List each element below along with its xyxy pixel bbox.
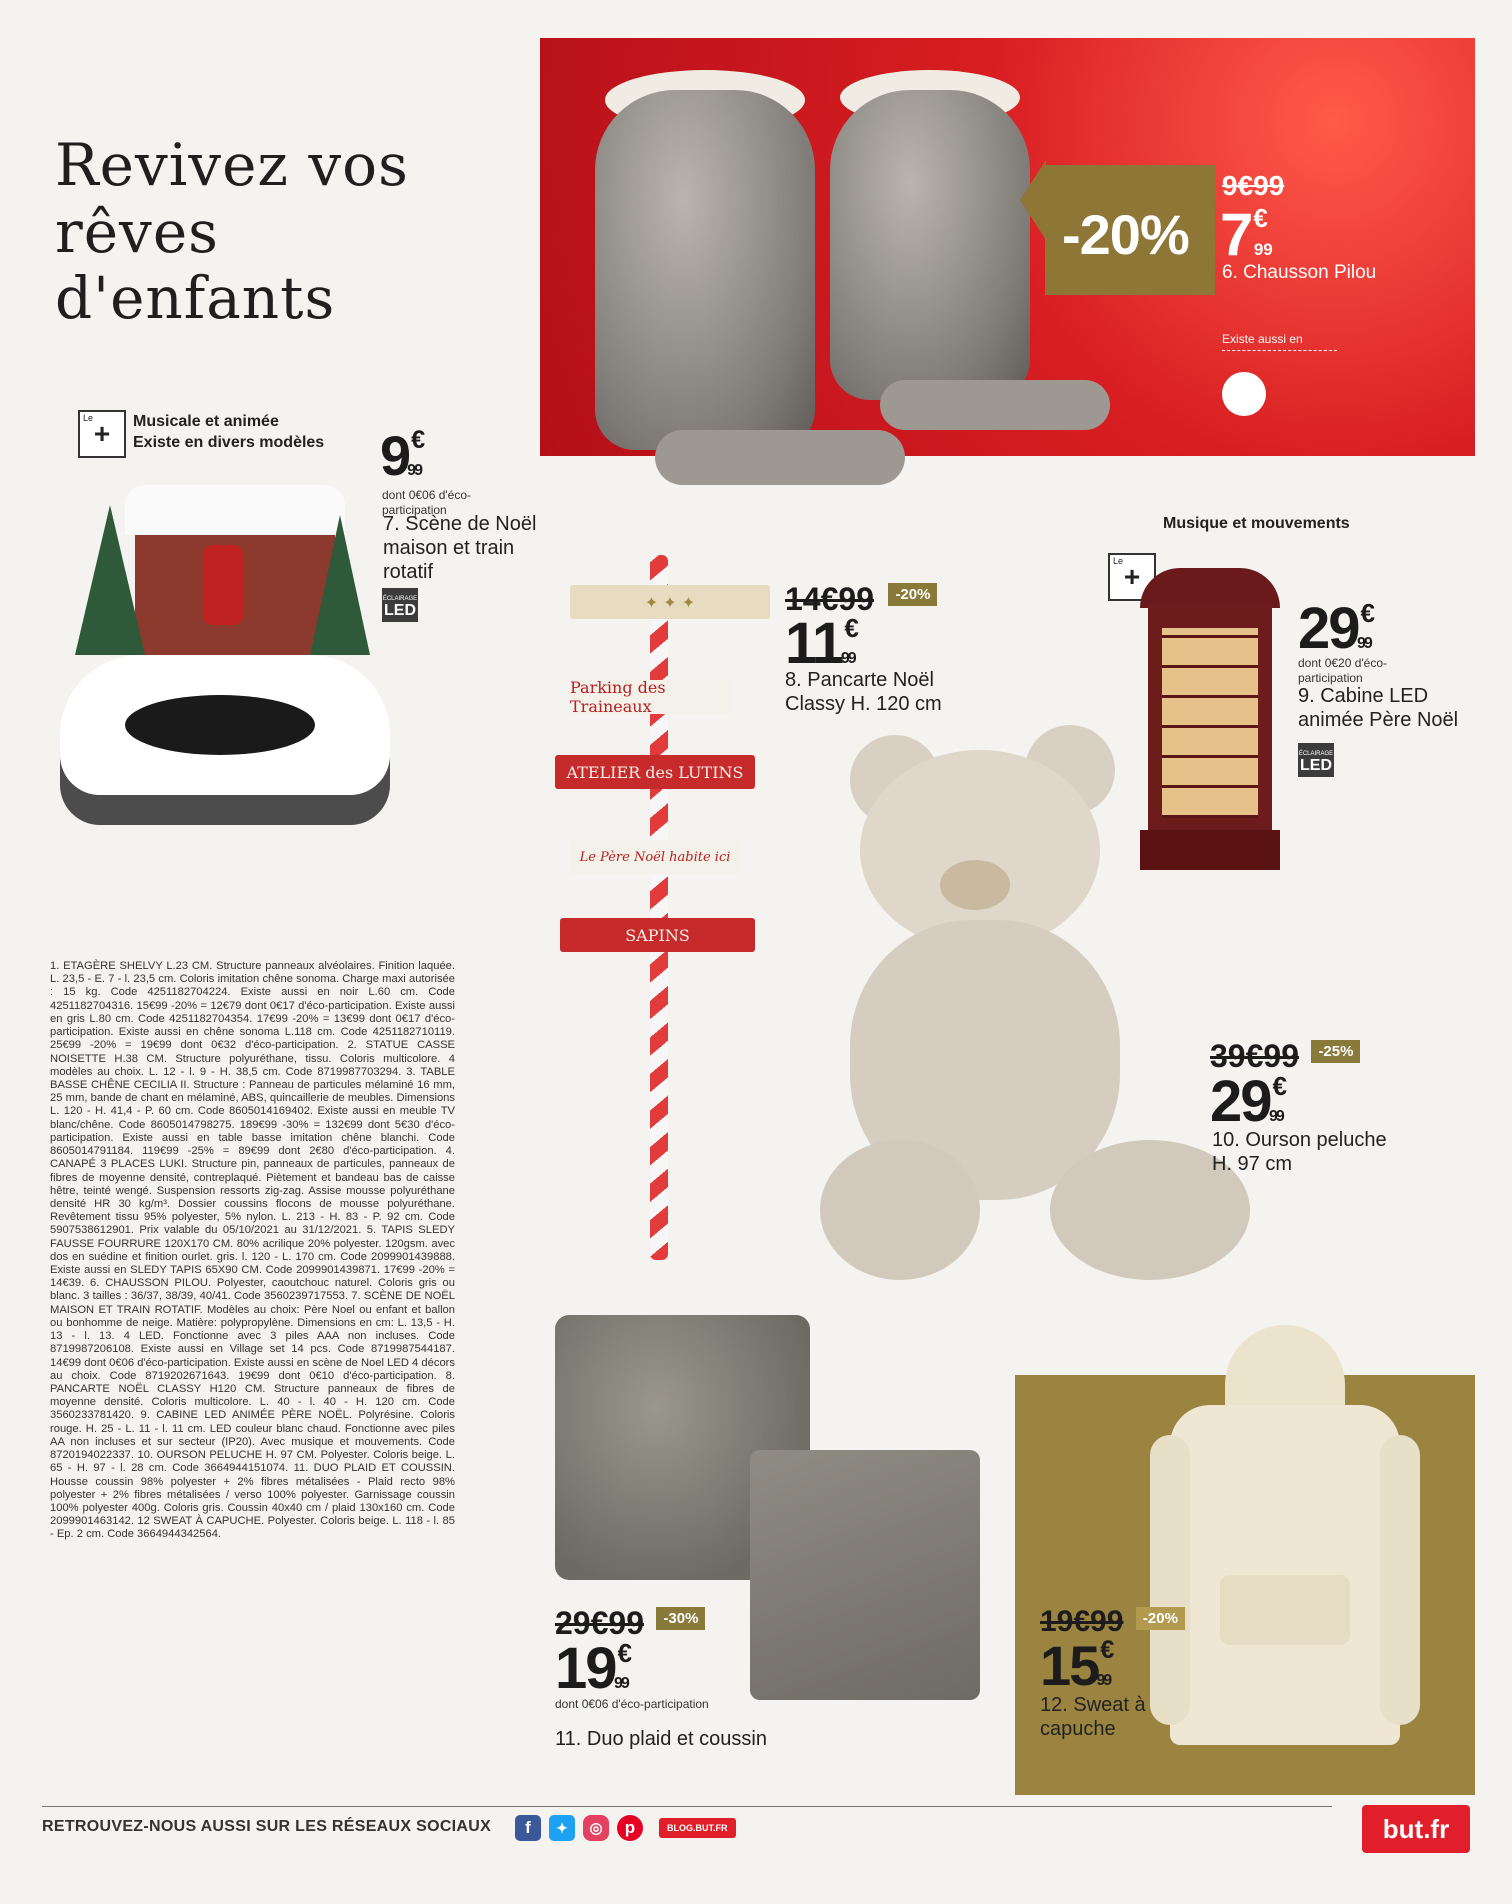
plaid-old-price: 29€99 [555,1605,644,1641]
sweat-discount: -20% [1136,1607,1185,1630]
feature-musical: Musicale et animée [133,413,279,430]
led-badge: ÉCLAIRAGE LED [382,588,418,622]
sign-board-pere-noel: Le Père Noël habite ici [570,840,740,874]
bear-prices [1210,1040,1360,1072]
sign-board-lutins: ATELIER des LUTINS [555,755,755,789]
scene-features [133,412,363,454]
badge-arrow [1020,160,1046,240]
plaid-prices [555,1607,705,1639]
scene-name: 7. Scène de Noël maison et train rotatif [383,513,537,583]
social-icons [515,1815,736,1841]
plaid-eco: dont 0€06 d'éco-participation [555,1697,709,1711]
description-text: 1. ETAGÈRE SHELVY L.23 CM. Structure panneaux alvéolaires. Finition laquée. L. 23,5 - E. 7 - l. 23,5 cm. Coloris imitation chêne sonoma. Charge maxi autorisée : 15 kg. Code 4251182704224. Existe aussi en noir L.60 cm. Code 4251182704316. 15€99 -20% = 12€79 dont 0€17 d'éco-participation. Existe aussi en gris L.80 cm. Code 4251182704354. 17€99 -20% = 13€99 dont 0€17 d'éco-participation. Existe aussi en chêne sonoma L.118 cm. Code 4251182710119. 25€99 -20% = 19€99 dont 0€32 d'éco-participation. 2. STATUE CASSE NOISETTE H.38 CM. Structure polyuréthane, tissu. Coloris multicolore. 4 modèles au choix. L. 12 - l. 9 - H. 38,5 cm. Code 8719987703294. 3. TABLE BASSE CHÊNE CECILIA II. Structure : Panneau de particules mélaminé 16 mm, 25 mm, bande de chant en mélaminé, ABS, quincaillerie de meubles. Dimensions L. 120 - H. 41,4 - P. 60 cm. Code 8605014169402. Existe aussi en meuble TV blanc/chêne. Code 8605014798275. 189€99 -30% = 132€99 dont 5€30 d'éco-participation. Existe aussi en table basse imitation chêne blanchi. Code 8605014791184. 119€99 -25% = 89€99 dont 2€80 d'éco-participation. 4. CANAPÉ 3 PLACES LUKI. Structure pin, panneaux de particules, panneaux de fibres de moyenne densité, contreplaqué. Piètement et bandeau bas de caisse hêtre, teinté wengé. Suspension ressorts zig-zag. Assise mousse polyuréthane densité HR 30 kg/m³. Dossier coussins flocons de mousse polyuréthane. Revêtement tissu 95% polyester, 5% nylon. L. 213 - H. 83 - P. 92 cm. Code 5907538612901. Prix valable du 05/10/2021 au 31/12/2021. 5. TAPIS SLEDY FAUSSE FOURRURE 120X170 CM. 80% acrilique 20% polyester. 120gsm. avec dos en suédine et finition ourlet. gris. l. 120 - L. 170 cm. Code 2099901439888. Existe aussi en SLEDY TAPIS 65X90 CM. Code 2099901439871. 17€99 -20% = 14€39. 6. CHAUSSON PILOU. Polyester, caoutchouc naturel. Coloris gris ou blanc. 3 tailles : 36/37, 38/39, 40/41. Code 3560239717553. 7. SCÈNE DE NOËL MAISON ET TRAIN ROTATIF. Modèles au choix: Père Noel ou enfant et ballon ou bonhomme de neige. Matière: polypropylène. Dimensions en cm: L. 13,5 - H. 13 - l. 13. 4 LED. Fonctionne avec 3 piles AAA non incluses. Code 8719987206108. Existe aussi en Village set 14 pcs. Code 8719987544187. 14€99 dont 0€06 d'éco-participation. Existe aussi en scène de Noel LED 4 décors au choix. Code 8719202671643. 19€99 dont 0€10 d'éco-participation. 8. PANCARTE NOËL CLASSY H120 CM. Structure panneaux de fibres de moyenne densité. Coloris multicolore. L. 40 - l. 40 - H. 120 cm. Code 3560233781420. 9. CABINE LED ANIMÉE PÈRE NOËL. Polyrésine. Coloris rouge. H. 25 - L. 11 - l. 11 cm. LED couleur blanc chaud. Fonctionne avec piles AA non incluses et sur secteur (IP20). Avec musique et mouvements. Code 8720194022337. 10. OURSON PELUCHE H. 97 CM. Polyester. Coloris beige. L. 65 - H. 97 - l. 28 cm. Code 3664944151074. 11. DUO PLAID ET COUSSIN. Housse coussin 98% polyester + 2% fibres métalisées - Plaid recto 98% polyester + 2% fibres métalisées / verso 100% polyester. Garnissage coussin 100% polyester 400g. Coloris gris. Coussin 40x40 cm / plaid 130x160 cm. Code 2099901463142. 12 SWEAT À CAPUCHE. Polyester. Coloris beige. L. 118 - l. 85 - Ep. 2 cm. Code 3664944342564. [50,960,455,1541]
cabin-price: 29€99 [1298,596,1374,661]
bear-price: 29€99 [1210,1069,1286,1134]
slipper-name: 6. Chausson Pilou [1222,262,1377,283]
page-headline [55,132,515,332]
site-logo[interactable]: but.fr [1362,1805,1470,1853]
plaid-discount: -30% [656,1607,705,1630]
sweat-price: 15€99 [1040,1634,1113,1697]
slipper-old-price: 9€99 [1222,170,1285,201]
plaid-image [750,1450,980,1700]
color-swatch-white[interactable] [1222,372,1266,416]
sign-name: 8. Pancarte Noël Classy H. 120 cm [785,669,942,715]
bear-discount: -25% [1311,1040,1360,1063]
plaid-price: 19€99 [555,1636,631,1701]
product-descriptions [50,960,455,1542]
scene-image [55,475,395,855]
cabin-name: 9. Cabine LED animée Père Noël [1298,685,1459,731]
facebook-icon[interactable]: f [515,1815,541,1841]
plus-icon-cabin: Le + [1108,553,1156,601]
plaid-name: 11. Duo plaid et coussin [555,1728,767,1750]
cabin-eco: dont 0€20 d'éco-participation [1298,656,1388,685]
instagram-icon[interactable]: ◎ [583,1815,609,1841]
sign-board-1: ✦ ✦ ✦ [570,585,770,619]
bear-image [820,720,1280,1320]
sign-discount: -20% [888,583,937,606]
bear-name: 10. Ourson peluche H. 97 cm [1212,1129,1387,1175]
footer-rule [42,1806,1332,1807]
bear-old-price: 39€99 [1210,1038,1299,1074]
scene-eco: dont 0€06 d'éco-participation [382,488,472,517]
blog-link[interactable]: BLOG.BUT.FR [659,1818,736,1838]
sign-board-sapins: SAPINS [560,918,755,952]
sign-old-price: 14€99 [785,581,874,617]
sign-pole [650,555,668,1260]
sweat-old-price: 19€99 [1040,1605,1124,1638]
scene-price: 9€99 [380,424,424,487]
cabin-led-badge: ÉCLAIRAGE LED [1298,743,1334,777]
plus-icon: Le + [78,410,126,458]
headline-line-2: d'enfants [55,264,336,333]
sweat-prices [1040,1607,1185,1637]
twitter-icon[interactable]: ✦ [549,1815,575,1841]
pinterest-icon[interactable]: p [617,1815,643,1841]
slipper-discount: -20% [1062,203,1189,266]
sign-board-traineaux: Parking des Traineaux [570,680,730,714]
sweat-image [1150,1325,1430,1765]
sign-price: 11€99 [785,611,857,676]
sweat-name: 12. Sweat à capuche [1040,1694,1146,1740]
slipper-price: 7€99 [1220,201,1273,268]
cabin-feature: Musique et mouvements [1163,515,1350,532]
slipper-exists-also: Existe aussi en [1222,332,1337,351]
feature-models: Existe en divers modèles [133,433,325,451]
footer-social-text: RETROUVEZ-NOUS AUSSI SUR LES RÉSEAUX SOCIAUX [42,1818,492,1835]
headline-line-1: Revivez vos rêves [55,131,409,266]
